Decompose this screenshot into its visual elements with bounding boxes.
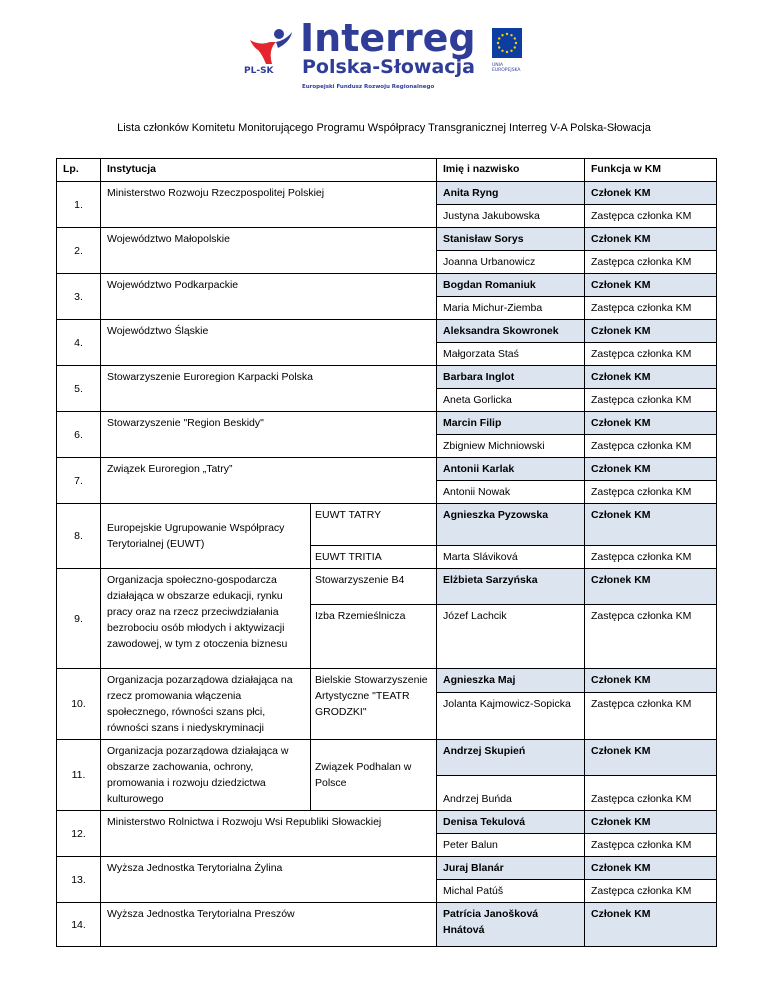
institution: Organizacja pozarządowa działająca na rzecz promowania włączenia społecznego, równości szans płci, równości szans i niedyskryminacji (101, 669, 311, 740)
member-name: Marcin Filip (437, 412, 585, 435)
member-role: Zastępca członka KM (585, 605, 717, 669)
table-row (57, 182, 717, 205)
member-name: Patrícia Janošková Hnátová (437, 903, 585, 947)
member-name: Agnieszka Pyzowska (437, 504, 585, 546)
member-name: Maria Michur-Ziemba (437, 297, 585, 320)
sub-institution: EUWT TATRY (311, 504, 437, 546)
member-role: Zastępca członka KM (585, 389, 717, 412)
eu-label: UNIA EUROPEJSKA (492, 63, 521, 73)
row-number: 7. (57, 458, 101, 504)
table-row (57, 669, 717, 693)
member-role: Członek KM (585, 811, 717, 834)
header-lp: Lp. (57, 159, 101, 182)
institution: Województwo Małopolskie (101, 228, 437, 274)
table-row (57, 320, 717, 343)
table-row (57, 903, 717, 947)
table-row (57, 504, 717, 546)
institution: Europejskie Ugrupowanie Współpracy Terytorialnej (EUWT) (101, 504, 311, 569)
member-role: Zastępca członka KM (585, 775, 717, 811)
fund-label: Europejski Fundusz Rozwoju Regionalnego (302, 84, 435, 90)
brand-name: Interreg (300, 16, 476, 60)
member-role: Członek KM (585, 182, 717, 205)
row-number: 8. (57, 504, 101, 569)
table-row (57, 811, 717, 834)
row-number: 14. (57, 903, 101, 947)
member-name: Barbara Inglot (437, 366, 585, 389)
member-role: Członek KM (585, 669, 717, 693)
member-name: Antonii Nowak (437, 481, 585, 504)
pl-sk-figure-icon (246, 28, 296, 68)
institution: Związek Euroregion „Tatry” (101, 458, 437, 504)
member-name: Peter Balun (437, 834, 585, 857)
institution: Stowarzyszenie Euroregion Karpacki Polska (101, 366, 437, 412)
sub-institution: EUWT TRITIA (311, 546, 437, 569)
institution: Województwo Śląskie (101, 320, 437, 366)
member-name: Stanisław Sorys (437, 228, 585, 251)
member-name: Andrzej Buńda (437, 775, 585, 811)
member-role: Członek KM (585, 412, 717, 435)
institution: Organizacja pozarządowa działająca w obszarze zachowania, ochrony, promowania i rozwoju dziedzictwa kulturowego (101, 740, 311, 811)
interreg-logo (238, 16, 528, 98)
row-number: 5. (57, 366, 101, 412)
table-row (57, 857, 717, 880)
sub-institution: Stowarzyszenie B4 (311, 569, 437, 605)
row-number: 4. (57, 320, 101, 366)
institution: Wyższa Jednostka Terytorialna Żylina (101, 857, 437, 903)
member-name: Anita Ryng (437, 182, 585, 205)
member-role: Członek KM (585, 458, 717, 481)
member-name: Marta Sláviková (437, 546, 585, 569)
member-role: Zastępca członka KM (585, 692, 717, 739)
member-role: Członek KM (585, 740, 717, 776)
table-row (57, 228, 717, 251)
member-name: Jolanta Kajmowicz-Sopicka (437, 692, 585, 739)
member-role: Zastępca członka KM (585, 880, 717, 903)
institution: Organizacja społeczno-gospodarcza działająca w obszarze edukacji, rynku pracy oraz na rzecz przeciwdziałania bezrobociu osób młodych i aktywizacji zawodowej, w tym z otoczenia biznesu (101, 569, 311, 669)
member-name: Małgorzata Staś (437, 343, 585, 366)
row-number: 3. (57, 274, 101, 320)
institution: Ministerstwo Rolnictwa i Rozwoju Wsi Republiki Słowackiej (101, 811, 437, 857)
members-table (56, 158, 717, 947)
document-title: Lista członków Komitetu Monitorującego Programu Współpracy Transgranicznej Interreg V-A Polska-Słowacja (117, 122, 651, 134)
member-role: Członek KM (585, 903, 717, 947)
member-name: Elżbieta Sarzyńska (437, 569, 585, 605)
member-role: Zastępca członka KM (585, 205, 717, 228)
institution: Ministerstwo Rozwoju Rzeczpospolitej Polskiej (101, 182, 437, 228)
header-role: Funkcja w KM (585, 159, 717, 182)
member-role: Członek KM (585, 857, 717, 880)
member-role: Zastępca członka KM (585, 546, 717, 569)
member-role: Zastępca członka KM (585, 297, 717, 320)
member-name: Aleksandra Skowronek (437, 320, 585, 343)
member-name: Andrzej Skupień (437, 740, 585, 776)
table-row (57, 366, 717, 389)
member-role: Członek KM (585, 366, 717, 389)
member-role: Zastępca członka KM (585, 481, 717, 504)
row-number: 13. (57, 857, 101, 903)
sub-institution: Bielskie Stowarzyszenie Artystyczne "TEATR GRODZKI" (311, 669, 437, 740)
institution: Stowarzyszenie "Region Beskidy" (101, 412, 437, 458)
header-name: Imię i nazwisko (437, 159, 585, 182)
row-number: 1. (57, 182, 101, 228)
row-number: 6. (57, 412, 101, 458)
member-role: Członek KM (585, 320, 717, 343)
member-name: Antonii Karlak (437, 458, 585, 481)
member-name: Justyna Jakubowska (437, 205, 585, 228)
member-role: Członek KM (585, 274, 717, 297)
row-number: 9. (57, 569, 101, 669)
member-name: Michal Patúš (437, 880, 585, 903)
member-name: Aneta Gorlicka (437, 389, 585, 412)
member-name: Juraj Blanár (437, 857, 585, 880)
member-name: Józef Lachcik (437, 605, 585, 669)
member-name: Joanna Urbanowicz (437, 251, 585, 274)
pl-sk-label: PL-SK (244, 66, 274, 76)
table-row (57, 740, 717, 776)
brand-subtitle: Polska-Słowacja (302, 56, 475, 78)
sub-institution: Izba Rzemieślnicza (311, 605, 437, 669)
member-role: Członek KM (585, 504, 717, 546)
table-row (57, 412, 717, 435)
member-role: Członek KM (585, 228, 717, 251)
sub-institution: Związek Podhalan w Polsce (311, 740, 437, 811)
row-number: 11. (57, 740, 101, 811)
eu-flag-icon (492, 28, 522, 58)
row-number: 2. (57, 228, 101, 274)
member-name: Bogdan Romaniuk (437, 274, 585, 297)
member-role: Zastępca członka KM (585, 343, 717, 366)
member-role: Zastępca członka KM (585, 435, 717, 458)
member-name: Zbigniew Michniowski (437, 435, 585, 458)
table-row (57, 569, 717, 605)
institution: Wyższa Jednostka Terytorialna Preszów (101, 903, 437, 947)
member-role: Członek KM (585, 569, 717, 605)
member-name: Agnieszka Maj (437, 669, 585, 693)
row-number: 12. (57, 811, 101, 857)
member-role: Zastępca członka KM (585, 251, 717, 274)
institution: Województwo Podkarpackie (101, 274, 437, 320)
table-header-row (57, 159, 717, 182)
row-number: 10. (57, 669, 101, 740)
table-row (57, 274, 717, 297)
member-name: Denisa Tekulová (437, 811, 585, 834)
table-row (57, 458, 717, 481)
member-role: Zastępca członka KM (585, 834, 717, 857)
header-institution: Instytucja (101, 159, 437, 182)
